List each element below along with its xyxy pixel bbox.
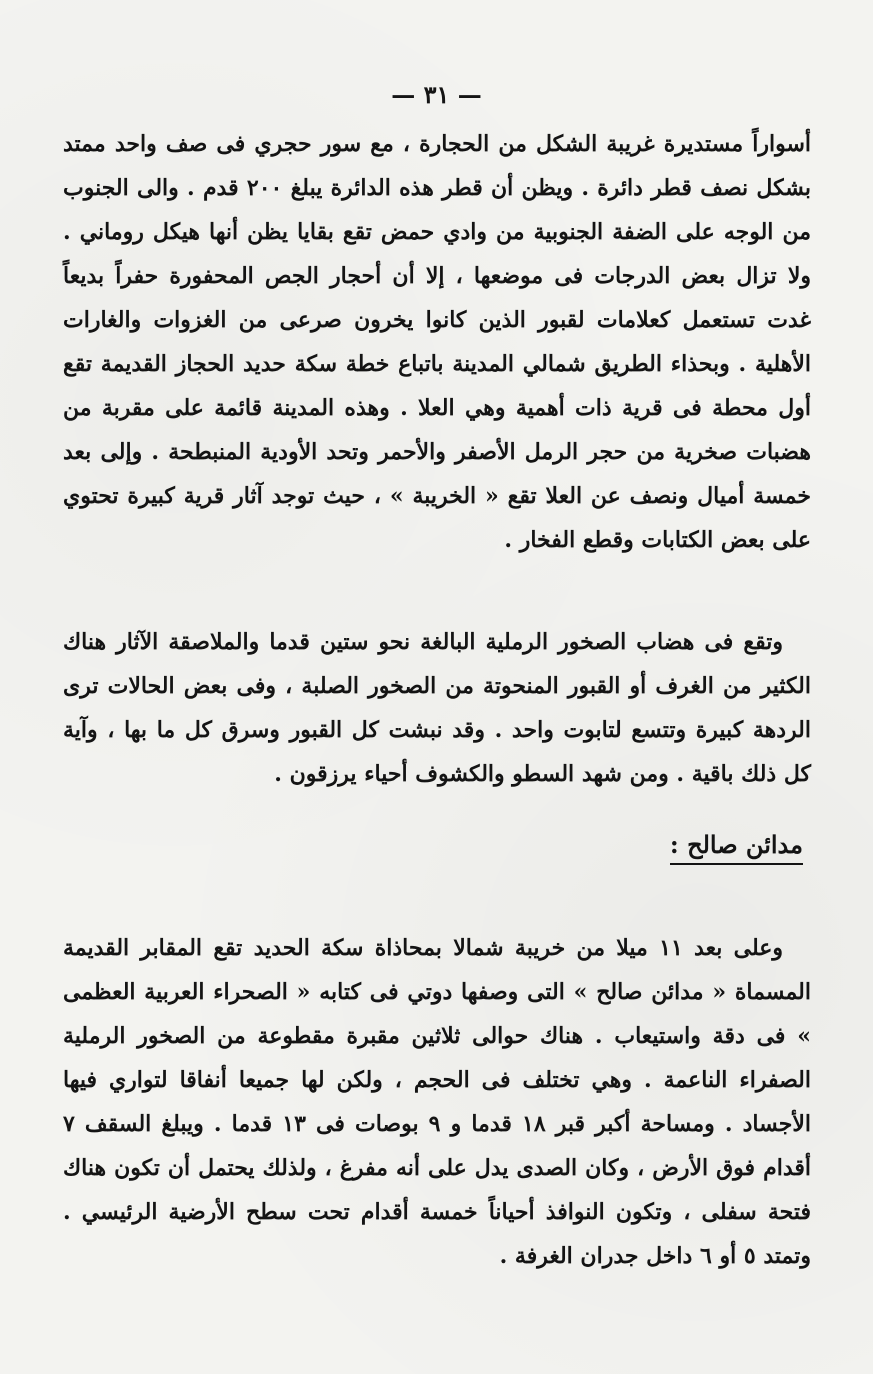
- paragraph-block-1: [63, 122, 811, 562]
- paragraph-block-2: [63, 620, 811, 796]
- paragraph: وتقع فى هضاب الصخور الرملية البالغة نحو ستين قدما والملاصقة الآثار هناك الكثير من الغرف أو القبور المنحوتة من الصخور الصلبة ، وفى بعض الحالات ترى الردهة كبيرة وتتسع لتابوت واحد . وقد نبشت كل القبور وسرق كل ما بها ، وآية كل ذلك باقية . ومن شهد السطو والكشوف أحياء يرزقون .: [63, 629, 811, 787]
- paragraph: وعلى بعد ١١ ميلا من خريبة شمالا بمحاذاة سكة الحديد تقع المقابر القديمة المسماة « مدائن صالح » التى وصفها دوتي فى كتابه « الصحراء العربية العظمى » فى دقة واستيعاب . هناك حوالى ثلاثين مقبرة مقطوعة من الصخور الرملية الصفراء الناعمة . وهي تختلف فى الحجم ، ولكن لها جميعا أنفاقا لتواري فيها الأجساد . ومساحة أكبر قبر ١٨ قدما و ٩ بوصات فى ١٣ قدما . ويبلغ السقف ٧ أقدام فوق الأرض ، وكان الصدى يدل على أنه مفرغ ، ولذلك يحتمل أن تكون هناك فتحة سفلى ، وتكون النوافذ أحياناً خمسة أقدام تحت سطح الأرضية الرئيسي . وتمتد ٥ أو ٦ داخل جدران الغرفة .: [63, 935, 811, 1269]
- page-number: — ٣١ —: [391, 80, 482, 109]
- paragraph-block-3: [63, 926, 811, 1278]
- paragraph: أسواراً مستديرة غريبة الشكل من الحجارة ، مع سور حجري فى صف واحد ممتد بشكل نصف قطر دائرة . ويظن أن قطر هذه الدائرة يبلغ ٢٠٠ قدم . والى الجنوب من الوجه على الضفة الجنوبية من وادي حمض تقع بقايا يظن أنها هيكل روماني . ولا تزال بعض الدرجات فى موضعها ، إلا أن أحجار الجص المحفورة حفراً بديعاً غدت تستعمل كعلامات لقبور الذين كانوا يخرون صرعى من الغزوات والغارات الأهلية . وبحذاء الطريق شمالي المدينة باتباع خطة سكة حديد الحجاز القديمة تقع أول محطة فى قرية ذات أهمية وهي العلا . وهذه المدينة قائمة على مقربة من هضبات صخرية من حجر الرمل الأصفر والأحمر وتحد الأودية المنبطحة . وإلى بعد خمسة أميال ونصف عن العلا تقع « الخريبة » ، حيث توجد آثار قرية كبيرة تحتوي على بعض الكتابات وقطع الفخار .: [63, 131, 811, 553]
- section-heading: مدائن صالح :: [670, 830, 803, 865]
